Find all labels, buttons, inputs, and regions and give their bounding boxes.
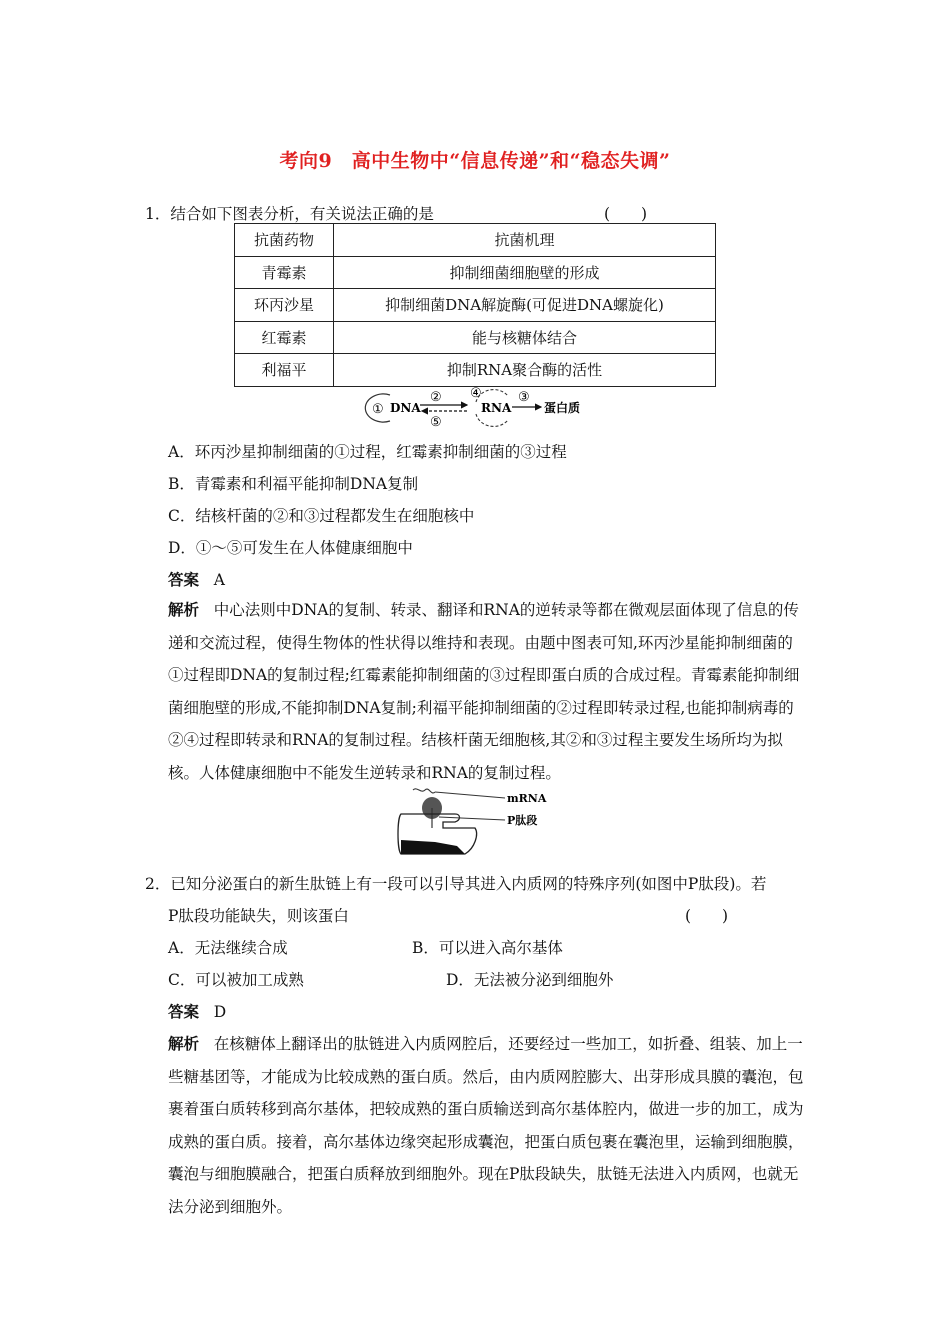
- q2-option-c: C．可以被加工成熟: [168, 971, 304, 989]
- label-rna: RNA: [481, 401, 512, 415]
- answer-label: 答案: [168, 570, 200, 589]
- table-cell: 环丙沙星: [235, 289, 334, 322]
- analysis-text: 中心法则中DNA的复制、转录、翻译和RNA的逆转录等都在微观层面体现了信息的传递和交流过程，使得生物体的性状得以维持和表现。由题中图表可知,环丙沙星能抑制细菌的①过程即DNA的复制过程;红霉素能抑制细菌的③过程即蛋白质的合成过程。青霉素能抑制细菌细胞壁的形成,不能抑制DNA复制;利福平能抑制细菌的②过程即转录过程,也能抑制病毒的②④过程即转录和RNA的复制过程。结核杆菌无细胞核,其②和③过程主要发生场所均为拟核。人体健康细胞中不能发生逆转录和RNA的复制过程。: [168, 601, 800, 782]
- table-row: [235, 354, 716, 387]
- analysis-label: 解析: [168, 600, 200, 619]
- label-process-5: ⑤: [430, 415, 442, 430]
- analysis-text: 在核糖体上翻译出的肽链进入内质网腔后，还要经过一些加工，如折叠、组装、加上一些糖基团等，才能成为比较成熟的蛋白质。然后，由内质网腔膨大、出芽形成具膜的囊泡，包裹着蛋白质转移到高尔基体，把较成熟的蛋白质输送到高尔基体腔内，做进一步的加工，成为成熟的蛋白质。接着，高尔基体边缘突起形成囊泡，把蛋白质包裹在囊泡里，运输到细胞膜，囊泡与细胞膜融合，把蛋白质释放到细胞外。现在P肽段缺失，肽链无法进入内质网，也就无法分泌到细胞外。: [168, 1035, 804, 1216]
- table-row: [235, 321, 716, 354]
- table-row: [235, 256, 716, 289]
- q1-analysis: [168, 594, 808, 790]
- central-dogma-diagram: [360, 384, 600, 432]
- label-mrna: mRNA: [507, 792, 547, 805]
- table-cell: 抑制RNA聚合酶的活性: [334, 354, 716, 387]
- analysis-label: 解析: [168, 1034, 200, 1053]
- label-process-3: ③: [518, 390, 530, 405]
- antibiotic-table: [234, 223, 716, 387]
- table-header-mechanism: 抗菌机理: [334, 224, 716, 257]
- label-protein: 蛋白质: [544, 401, 581, 415]
- table-cell: 利福平: [235, 354, 334, 387]
- q2-option-a: A．无法继续合成: [168, 939, 288, 957]
- q2-option-d: D．无法被分泌到细胞外: [446, 971, 614, 989]
- table-cell: 抑制细菌DNA解旋酶(可促进DNA螺旋化): [334, 289, 716, 322]
- q2-analysis: [168, 1028, 808, 1224]
- table-cell: 能与核糖体结合: [334, 321, 716, 354]
- table-cell: 红霉素: [235, 321, 334, 354]
- answer-label: 答案: [168, 1002, 200, 1021]
- mrna-strand: [435, 792, 505, 798]
- q1-option-a: A．环丙沙星抑制细菌的①过程，红霉素抑制细菌的③过程: [168, 443, 567, 461]
- label-process-1: ①: [372, 402, 384, 417]
- q1-option-c: C．结核杆菌的②和③过程都发生在细胞核中: [168, 507, 475, 525]
- q1-answer-row: [168, 570, 225, 590]
- label-dna: DNA: [390, 401, 421, 415]
- ribosome-er-figure: [395, 784, 570, 860]
- q2-stem-line1: 2．已知分泌蛋白的新生肽链上有一段可以引导其进入内质网的特殊序列(如图中P肽段)。若: [145, 875, 767, 893]
- table-row: [235, 289, 716, 322]
- page-title: 考向9 高中生物中“信息传递”和“稳态失调”: [279, 150, 671, 172]
- q1-stem: 1．结合如下图表分析，有关说法正确的是: [145, 205, 434, 223]
- label-process-4: ④: [470, 386, 482, 401]
- answer-value: A: [213, 571, 225, 589]
- q2-answer-bracket: ( ): [685, 907, 729, 925]
- table-header-row: [235, 224, 716, 257]
- q2-option-b: B．可以进入高尔基体: [412, 939, 563, 957]
- q1-option-d: D．①～⑤可发生在人体健康细胞中: [168, 539, 413, 557]
- table-cell: 抑制细菌细胞壁的形成: [334, 256, 716, 289]
- table-cell: 青霉素: [235, 256, 334, 289]
- q2-answer-row: [168, 1002, 226, 1022]
- table-header-drug: 抗菌药物: [235, 224, 334, 257]
- q2-stem-line2: P肽段功能缺失，则该蛋白: [168, 907, 349, 925]
- q1-option-b: B．青霉素和利福平能抑制DNA复制: [168, 475, 419, 493]
- q1-answer-bracket: ( ): [604, 205, 648, 223]
- label-p-peptide: P肽段: [507, 814, 538, 827]
- peptide-pointer: [439, 817, 505, 820]
- answer-value: D: [213, 1003, 227, 1021]
- label-process-2: ②: [430, 390, 442, 405]
